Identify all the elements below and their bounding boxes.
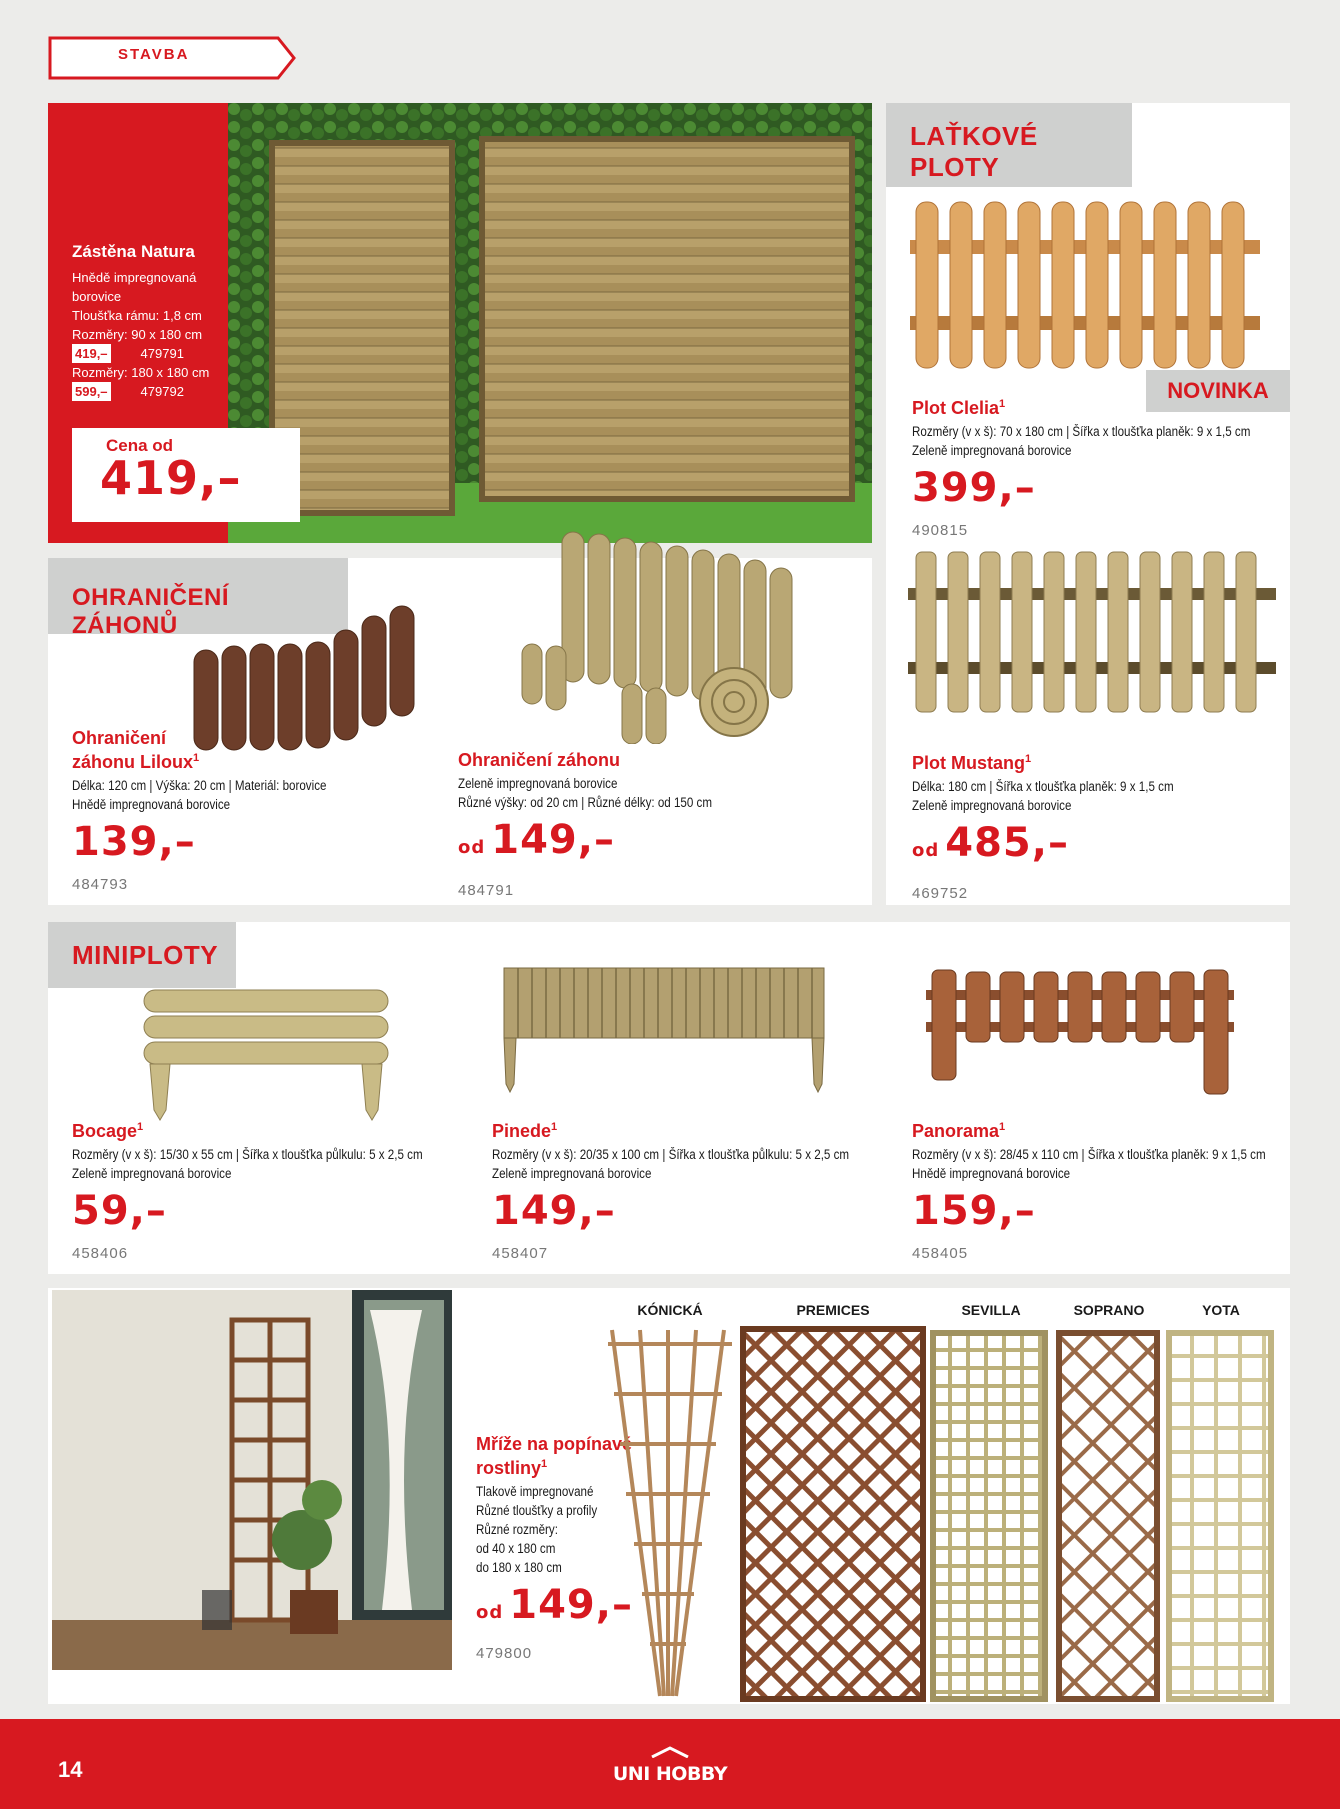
mustang-name-text: Plot Mustang [912,753,1025,773]
hero-variant-1 [72,344,209,363]
clelia-block [912,394,1305,539]
mrize-sup: 1 [541,1458,548,1470]
latkove-title: LAŤKOVÉ PLOTY [886,103,1132,187]
pinede-block [492,1117,907,1262]
mrize-name-1: Mříže na popínavé [476,1434,633,1454]
mustang-name [912,749,1216,773]
trellis-konicka-image [604,1324,736,1704]
mustang-desc-2: Zeleně impregnovaná borovice [912,798,1072,813]
green-border-image [502,524,842,744]
green-border-desc-1: Zeleně impregnovaná borovice [458,776,618,791]
pinede-sup: 1 [551,1121,558,1133]
section-label: STAVBA [118,46,190,63]
hero-title: Zástěna Natura [72,242,195,261]
zahonu-title: OHRANIČENÍ ZÁHONŮ [48,558,348,634]
green-border-price-value: 149,– [491,817,615,863]
pinede-code: 458407 [492,1245,549,1262]
liloux-price: 139,– [72,819,196,865]
hero-photo [228,103,872,543]
hero-price-box [72,428,300,522]
hero-desc-line: Rozměry: 90 x 180 cm [72,327,203,342]
hero-variant-1-code: 479791 [140,346,184,361]
clelia-name-text: Plot Clelia [912,398,1000,418]
mrize-desc-line: Tlakově impregnované [476,1484,594,1499]
novinka-badge: NOVINKA [1146,370,1290,412]
mustang-price [912,821,1216,873]
pinede-desc-2: Zeleně impregnovaná borovice [492,1166,652,1181]
mustang-od: od [912,840,940,861]
clelia-name [912,394,1305,418]
hero-variant-2 [72,382,209,401]
panorama-desc-2: Hnědě impregnovaná borovice [912,1166,1071,1181]
panorama-price: 159,– [912,1188,1036,1234]
miniploty-title: MINIPLOTY [48,922,236,988]
bocage-price: 59,– [72,1188,167,1234]
hero-price-label: Cena od [106,436,174,455]
green-border-name: Ohraničení záhonu [458,750,621,770]
panorama-block [912,1117,1323,1262]
mrize-desc-line: Různé tloušťky a profily [476,1503,598,1518]
green-border-desc-2: Různé výšky: od 20 cm | Různé délky: od 150 cm [458,795,713,810]
pinede-desc-1: Rozměry (v x š): 20/35 x 100 cm | Šířka x tloušťka půlkulu: 5 x 2,5 cm [492,1147,850,1162]
panorama-code: 458405 [912,1245,969,1262]
mustang-sup: 1 [1025,753,1032,765]
clelia-sup: 1 [999,398,1006,410]
mrize-desc-line: od 40 x 180 cm [476,1541,556,1556]
liloux-code: 484793 [72,876,129,893]
fence-panels-image [228,103,872,543]
clelia-desc-1: Rozměry (v x š): 70 x 180 cm | Šířka x tloušťka planěk: 9 x 1,5 cm [912,424,1251,439]
mrize-name-2-text: rostliny [476,1458,542,1478]
panorama-image [922,964,1238,1104]
liloux-block [72,728,368,893]
bocage-block [72,1117,480,1262]
hero-desc [72,268,209,401]
bocage-code: 458406 [72,1245,129,1262]
hero-desc-line: Tloušťka rámu: 1,8 cm [72,308,202,323]
green-border-block [458,750,753,899]
page-number: 14 [58,1757,83,1782]
liloux-name-2-text: záhonu Liloux [72,752,193,772]
trellis-sevilla-image [930,1330,1048,1702]
panorama-sup: 1 [999,1121,1006,1133]
liloux-name-2 [72,748,368,772]
hero-variant-2-size: Rozměry: 180 x 180 cm [72,365,210,380]
liloux-sup: 1 [193,752,200,764]
panorama-name-text: Panorama [912,1121,1000,1141]
pinede-name-text: Pinede [492,1121,552,1141]
green-border-od: od [458,837,486,858]
clelia-fence-image [906,196,1266,376]
brand-logo [600,1745,740,1785]
liloux-name-1: Ohraničení [72,728,167,748]
liloux-desc-1: Délka: 120 cm | Výška: 20 cm | Materiál: borovice [72,778,327,793]
trellis-label-soprano: SOPRANO [1073,1302,1145,1318]
pinede-price: 149,– [492,1188,616,1234]
bocage-name [72,1117,480,1141]
trellis-yota-image [1166,1330,1274,1702]
hero-price: 419,– [100,451,242,505]
green-border-code: 484791 [458,882,515,899]
pinede-name [492,1117,907,1141]
clelia-price: 399,– [912,465,1036,511]
mustang-price-value: 485,– [945,820,1069,866]
clelia-desc-2: Zeleně impregnovaná borovice [912,443,1072,458]
mustang-block [912,749,1216,902]
trellis-label-premices: PREMICES [796,1302,870,1318]
bocage-desc-2: Zeleně impregnovaná borovice [72,1166,232,1181]
mrize-desc-line: Různé rozměry: [476,1522,558,1537]
bocage-image [136,982,396,1122]
clelia-code: 490815 [912,522,969,539]
mustang-desc-1: Délka: 180 cm | Šířka x tloušťka planěk: 9 x 1,5 cm [912,779,1174,794]
mrize-price-value: 149,– [509,1582,633,1628]
footer-bar [0,1719,1340,1809]
panorama-name [912,1117,1323,1141]
mustang-fence-image [904,548,1280,718]
trellis-photo [52,1290,452,1670]
bocage-name-text: Bocage [72,1121,138,1141]
mustang-code: 469752 [912,885,969,902]
hero-variant-1-price: 419,– [72,344,111,363]
hero-desc-line: borovice [72,289,122,304]
trellis-scene-image [52,1290,452,1670]
bocage-desc-1: Rozměry (v x š): 15/30 x 55 cm | Šířka x tloušťka půlkulu: 5 x 2,5 cm [72,1147,423,1162]
hero-desc-line: Hnědě impregnovaná [72,270,197,285]
panorama-desc-1: Rozměry (v x š): 28/45 x 110 cm | Šířka x tloušťka planěk: 9 x 1,5 cm [912,1147,1266,1162]
trellis-premices-image [740,1326,926,1702]
mrize-code: 479800 [476,1645,533,1662]
pinede-image [498,962,830,1102]
bocage-sup: 1 [137,1121,144,1133]
mrize-desc-line: do 180 x 180 cm [476,1560,562,1575]
brand-name: UNI HOBBY [612,1763,728,1785]
green-border-price [458,818,753,870]
hero-variant-2-price: 599,– [72,382,111,401]
trellis-label-yota: YOTA [1202,1302,1240,1318]
house-roof-icon [650,1746,690,1758]
hero-variant-2-code: 479792 [140,384,184,399]
trellis-label-sevilla: SEVILLA [961,1302,1021,1318]
liloux-desc-2: Hnědě impregnovaná borovice [72,797,231,812]
trellis-soprano-image [1056,1330,1160,1702]
mrize-od: od [476,1602,504,1623]
trellis-label-konicka: KÓNICKÁ [637,1302,703,1318]
